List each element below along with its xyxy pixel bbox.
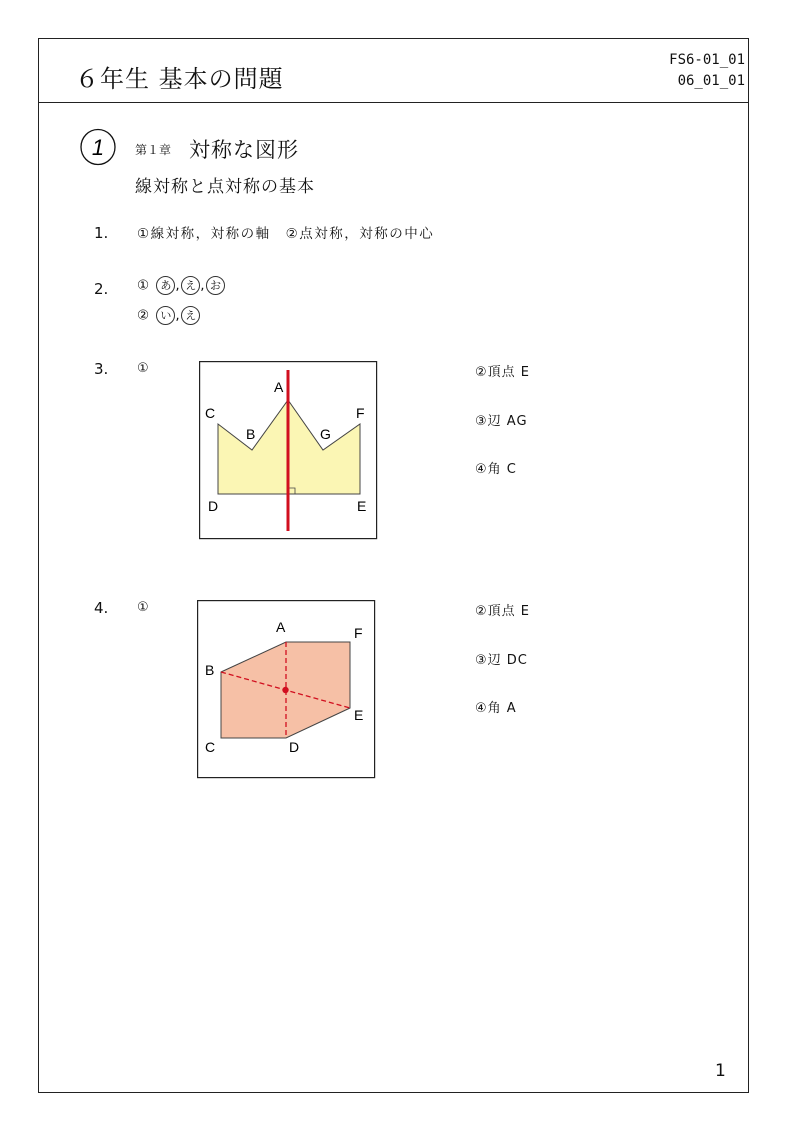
q2-line2-prefix: ② [137,307,151,324]
q2-mark-e2: え [181,306,200,325]
q2-mark-e: え [181,276,200,295]
q2-mark-a: あ [156,276,175,295]
question-1-answer: ①線対称，対称の軸 ②点対称，対称の中心 [137,226,435,242]
q2-sep: , [175,307,182,324]
question-3-number: 3. [94,360,109,378]
question-2-line-1 [137,276,225,295]
chapter-title: 対称な図形 [189,138,299,162]
q2-mark-i: い [156,306,175,325]
code-line-2: 06_01_01 [677,73,745,89]
label-A: A [274,379,284,395]
chapter-number: 1 [91,135,105,160]
label-D: D [289,739,300,755]
label-G: G [320,426,331,442]
label-E: E [357,498,367,514]
chapter-label: 第１章 [135,143,172,157]
document-code [669,50,745,92]
question-2-line-2 [137,306,200,325]
question-3-answer-2: ②頂点 E [475,365,531,380]
section-title: 線対称と点対称の基本 [135,177,315,197]
q2-sep: , [200,277,206,294]
label-D: D [208,498,219,514]
question-4-answer-4: ④角 A [475,701,517,716]
question-3-answer-4: ④角 C [475,462,517,477]
label-B: B [246,426,256,442]
label-C: C [205,739,216,755]
question-4-answer-3: ③辺 DC [475,653,528,668]
question-4-part-1: ① [137,600,150,615]
label-F: F [354,625,363,641]
question-3-part-1: ① [137,361,150,376]
label-C: C [205,405,216,421]
label-A: A [276,619,286,635]
label-F: F [356,405,365,421]
page-number: 1 [715,1061,726,1081]
point-symmetry-figure [197,600,377,780]
question-1-number: 1. [94,224,109,242]
label-E: E [354,707,364,723]
question-4-answer-2: ②頂点 E [475,604,531,619]
q2-sep: , [175,277,182,294]
question-3-answer-3: ③辺 AG [475,414,528,429]
label-B: B [205,662,215,678]
line-symmetry-figure [199,361,379,541]
question-2-number: 2. [94,280,109,298]
question-4-number: 4. [94,599,109,617]
page-header [39,39,748,103]
code-line-1: FS6-01_01 [669,52,745,68]
page-title: ６年生 基本の問題 [75,65,284,93]
chapter-number-circle [79,128,117,166]
q2-mark-o: お [206,276,225,295]
center-of-symmetry [282,687,288,693]
q2-line1-prefix: ① [137,277,151,294]
